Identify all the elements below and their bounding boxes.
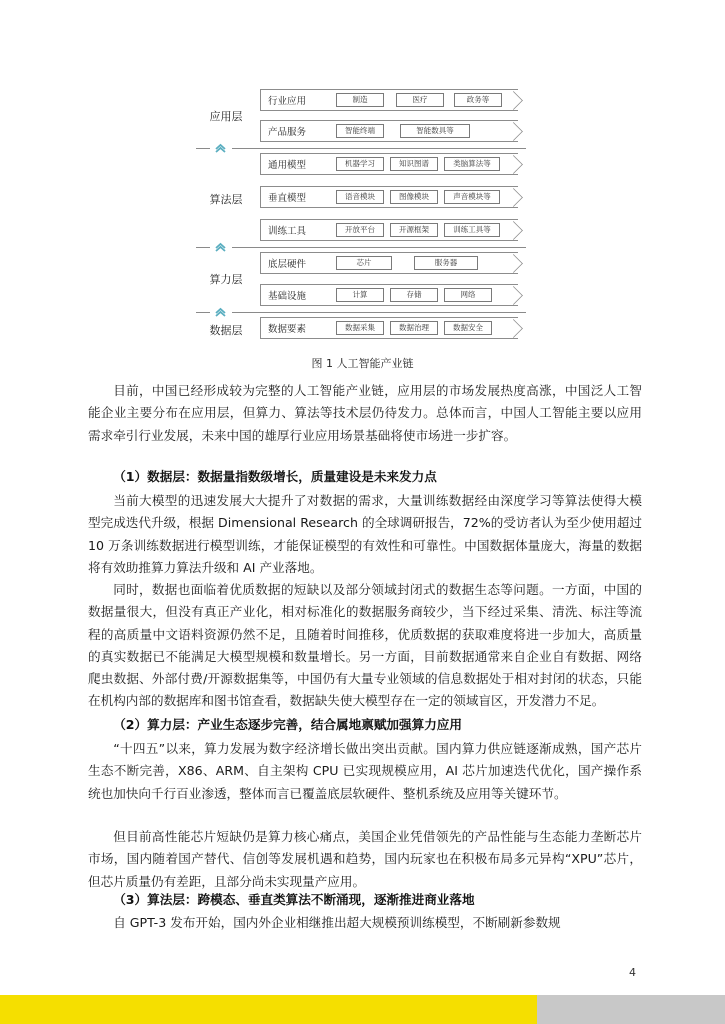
chip: 医疗 [396,93,444,107]
chip: 开源框架 [390,223,438,237]
chip: 计算 [336,288,384,302]
layer-label-compute: 算力层 [209,273,243,286]
paragraph-4: “十四五”以来，算力发展为数字经济增长做出突出贡献。国内算力供应链逐渐成熟，国产芯片生态不断完善，X86、ARM、自主架构 CPU 已实现规模应用，AI 芯片加速迭代优化，国产操作系统也加快向千行百业渗透，整体而言已覆盖底层软硬件、整机系统及应用等关键环节。 [88,741,642,801]
chip: 数据采集 [336,321,384,335]
chip: 存储 [390,288,438,302]
chip: 开放平台 [336,223,384,237]
row-name: 行业应用 [268,96,307,107]
section-heading-algorithm-layer: （3）算法层：跨模态、垂直类算法不断涌现，逐渐推进商业落地 [113,892,475,907]
paragraph-1: 目前，中国已经形成较为完整的人工智能产业链，应用层的市场发展热度高涨，中国泛人工智能企业主要分布在应用层，但算力、算法等技术层仍待发力。总体而言，中国人工智能主要以应用需求牵引行业发展，未来中国的雄厚行业应用场景基础将使市场进一步扩容。 [88,383,642,443]
row-name: 底层硬件 [268,259,307,270]
chevron-up-icon [215,241,226,252]
row-hardware [260,252,526,274]
row-name: 基础设施 [268,291,307,302]
section-heading-data-layer: （1）数据层：数据量指数级增长，质量建设是未来发力点 [113,469,437,484]
row-product-service [260,120,526,142]
page-number: 4 [629,966,636,979]
row-infrastructure [260,284,526,306]
chip: 政务等 [454,93,502,107]
layer-label-data: 数据层 [209,324,243,337]
chip: 声音模块等 [444,190,500,204]
footer-gray-bar [537,995,725,1024]
paragraph-6: 自 GPT-3 发布开始，国内外企业相继推出超大规模预训练模型，不断刷新参数规 [113,915,561,930]
layer-label-algorithm: 算法层 [209,193,243,206]
chip: 类脑算法等 [444,157,500,171]
row-name: 数据要素 [268,324,307,335]
chip: 训练工具等 [444,223,500,237]
chevron-up-icon [215,306,226,317]
chip: 芯片 [336,256,392,270]
chip: 数据治理 [390,321,438,335]
paragraph-3: 同时，数据也面临着优质数据的短缺以及部分领域封闭式的数据生态等问题。一方面，中国的数据量很大，但没有真正产业化，相对标准化的数据服务商较少，当下经过采集、清洗、标注等流程的高质量中文语料资源仍然不足，且随着时间推移，优质数据的获取难度将进一步加大，高质量的真实数据已不能满足大模型规模和数量增长。另一方面，目前数据通常来自企业自有数据、网络爬虫数据、外部付费/开源数据集等，中国仍有大量专业领域的信息数据处于相对封闭的状态，只能在机构内部的数据库和图书馆查看，数据缺失使大模型存在一定的领域盲区，开发潜力不足。 [88,582,642,709]
row-name: 通用模型 [268,160,307,171]
row-data-elements [260,317,526,339]
row-name: 垂直模型 [268,193,307,204]
chip: 服务器 [414,256,478,270]
row-vertical-model [260,186,526,208]
industry-chain-diagram [196,80,536,350]
paragraph-2: 当前大模型的迅速发展大大提升了对数据的需求，大量训练数据经由深度学习等算法使得大模型完成迭代升级，根据 Dimensional Research 的全球调研报告，72%的受访者认为至少使用超过 10 万条训练数据进行模型训练，才能保证模型的有效性和可靠性。中国数据体量庞大，海量的数据将有效助推算力算法升级和 AI 产业落地。 [88,493,642,575]
row-name: 产品服务 [268,127,307,138]
chevron-up-icon [215,142,226,153]
row-industry-application [260,89,526,111]
chip: 机器学习 [336,157,384,171]
chip: 数据安全 [444,321,492,335]
row-name: 训练工具 [268,226,307,237]
section-heading-compute-layer: （2）算力层：产业生态逐步完善，结合属地禀赋加强算力应用 [113,717,462,732]
row-training-tools [260,219,526,241]
chip: 图像模块 [390,190,438,204]
footer-accent-bar [0,995,537,1024]
chip: 智能数具等 [400,124,470,138]
chip: 智能终端 [336,124,384,138]
chip: 制造 [336,93,384,107]
chip: 网络 [444,288,492,302]
chip: 语音模块 [336,190,384,204]
layer-label-application: 应用层 [209,110,243,123]
paragraph-5: 但目前高性能芯片短缺仍是算力核心痛点，美国企业凭借领先的产品性能与生态能力垄断芯片市场，国内随着国产替代、信创等发展机遇和趋势，国内玩家也在积极布局多元异构“XPU”芯片，但芯片质量仍有差距，且部分尚未实现量产应用。 [88,829,642,889]
row-general-model [260,153,526,175]
chip: 知识图谱 [390,157,438,171]
figure-caption: 图 1 人工智能产业链 [311,357,414,370]
